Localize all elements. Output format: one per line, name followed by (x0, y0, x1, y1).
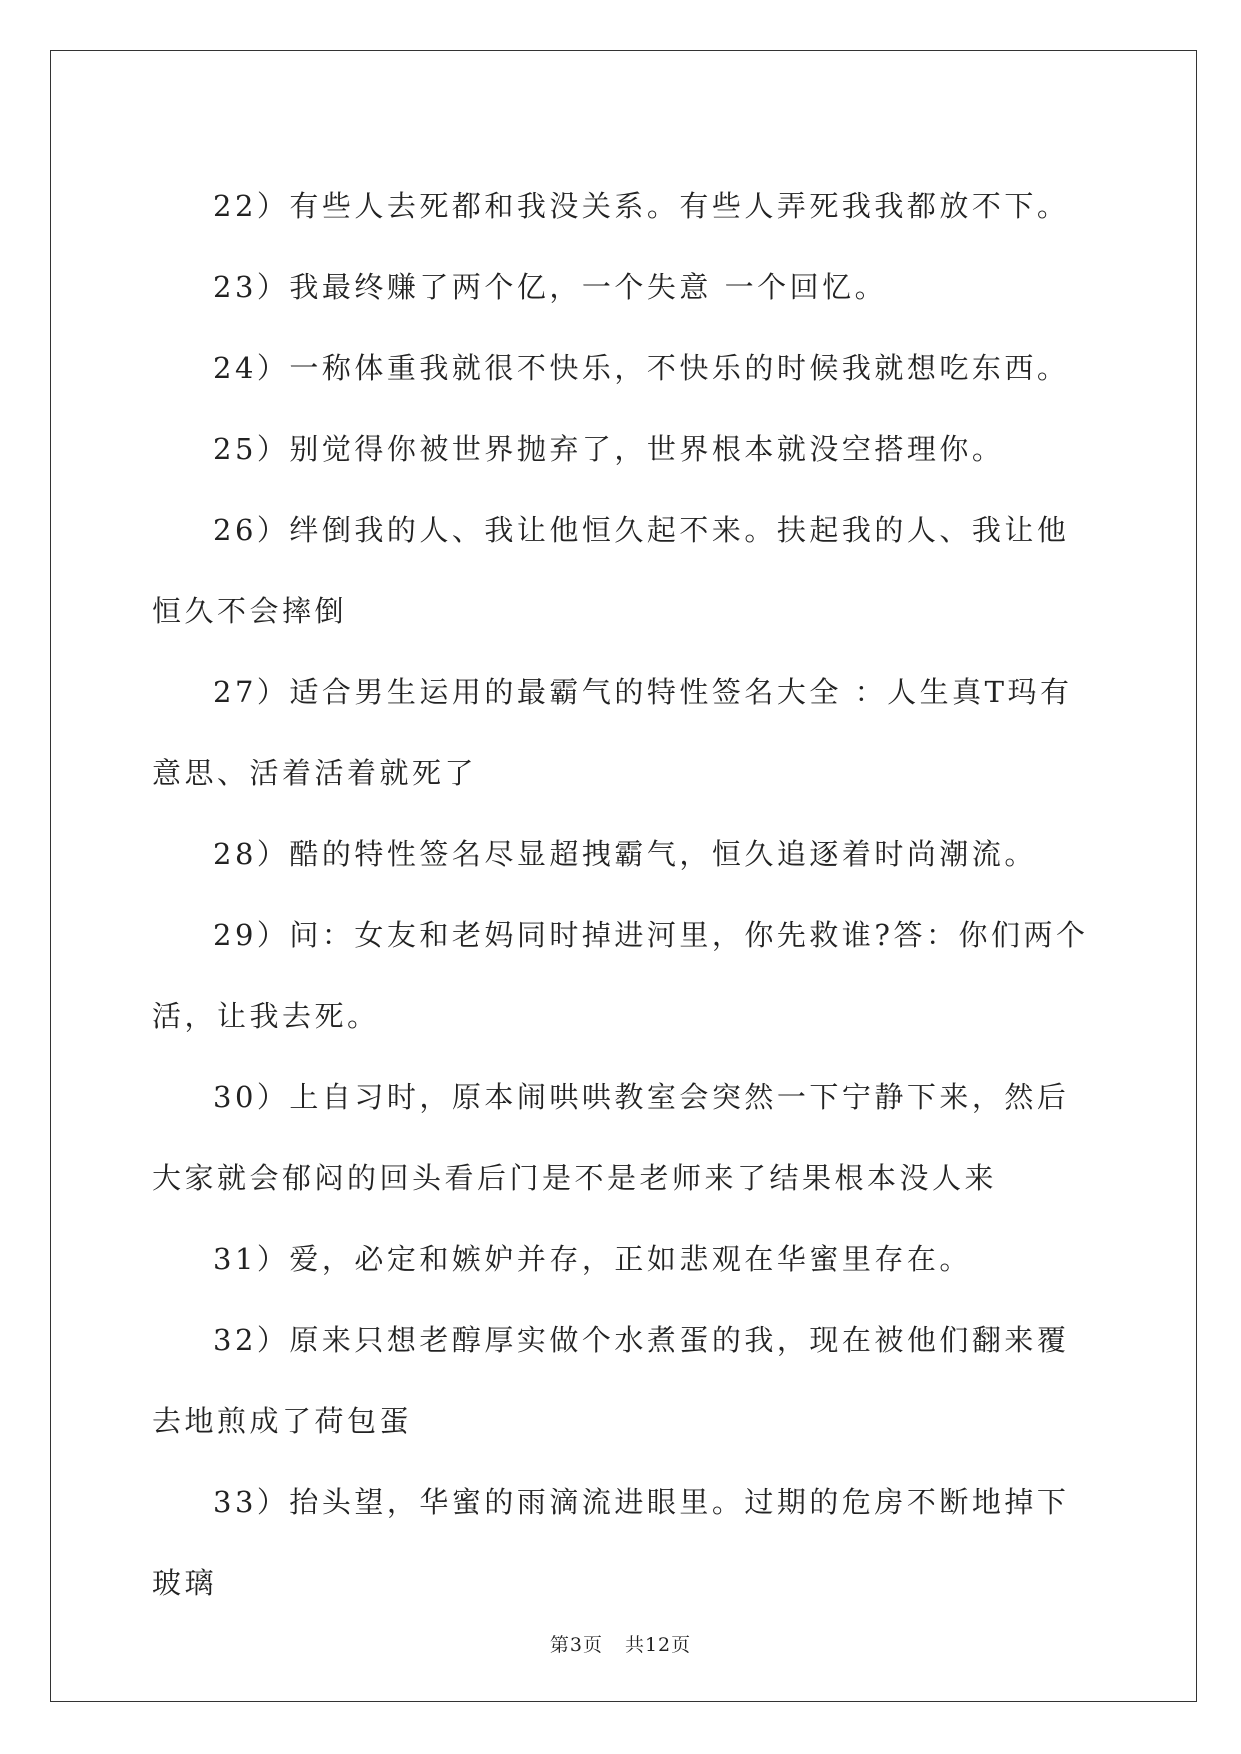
document-body (152, 166, 1092, 1624)
paragraph-25: 25）别觉得你被世界抛弃了，世界根本就没空搭理你。 (213, 432, 1005, 466)
paragraph-31: 31）爱，必定和嫉妒并存，正如悲观在华蜜里存在。 (213, 1242, 972, 1276)
page-total: 共12页 (624, 1634, 692, 1656)
paragraph-27: 27）适合男生运用的最霸气的特性签名大全 ：人生真T玛有意思、活着活着就死了 (152, 675, 1073, 790)
page-number: 第3页 (549, 1634, 603, 1656)
paragraph-22: 22）有些人去死都和我没关系。有些人弄死我我都放不下。 (213, 189, 1070, 223)
paragraph-26: 26）绊倒我的人、我让他恒久起不来。扶起我的人、我让他恒久不会摔倒 (152, 513, 1070, 628)
paragraph-28: 28）酷的特性签名尽显超拽霸气，恒久追逐着时尚潮流。 (213, 837, 1037, 871)
paragraph-29: 29）问：女友和老妈同时掉进河里，你先救谁?答：你们两个活，让我去死。 (152, 918, 1089, 1033)
paragraph-24: 24）一称体重我就很不快乐，不快乐的时候我就想吃东西。 (213, 351, 1070, 385)
paragraph-32: 32）原来只想老醇厚实做个水煮蛋的我，现在被他们翻来覆去地煎成了荷包蛋 (152, 1323, 1070, 1438)
paragraph-33: 33）抬头望，华蜜的雨滴流进眼里。过期的危房不断地掉下玻璃 (152, 1485, 1070, 1600)
page-footer (0, 1630, 1241, 1657)
paragraph-23: 23）我最终赚了两个亿，一个失意 一个回忆。 (213, 270, 888, 304)
paragraph-30: 30）上自习时，原本闹哄哄教室会突然一下宁静下来，然后大家就会郁闷的回头看后门是不是老师来了结果根本没人来 (152, 1080, 1070, 1195)
